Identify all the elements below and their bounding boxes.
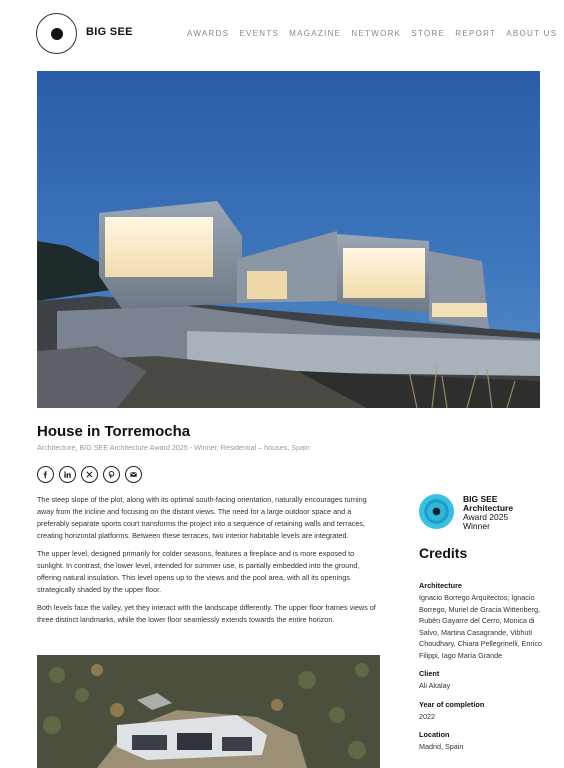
site-header — [0, 0, 564, 66]
credit-value-year: 2022 — [419, 711, 435, 721]
aerial-photo-graphic — [37, 655, 380, 768]
article-body — [37, 494, 383, 632]
logo-dot — [51, 28, 63, 40]
credit-value-location: Madrid, Spain — [419, 742, 464, 751]
share-bar — [37, 466, 147, 483]
credit-label-location: Location — [419, 730, 450, 739]
email-icon[interactable] — [125, 466, 142, 483]
category-tags[interactable]: Architecture, BIG SEE Architecture Award 2025 - Winner, Residential – houses, Spain — [37, 443, 310, 452]
credit-label-client: Client — [419, 669, 440, 678]
main-nav — [187, 28, 564, 38]
credit-label-year: Year of completion — [419, 699, 485, 709]
award-disc-icon — [419, 494, 454, 529]
nav-network[interactable]: NETWORK — [351, 28, 402, 38]
award-text — [463, 495, 513, 531]
hero-image — [37, 71, 540, 408]
hero-photo — [37, 71, 540, 408]
nav-report[interactable]: REPORT — [455, 28, 497, 38]
award-line-1: BIG SEE — [463, 494, 498, 504]
award-line-2: Architecture — [463, 503, 514, 513]
award-line-3: Award 2025 — [463, 512, 509, 522]
credits-heading: Credits — [419, 545, 468, 561]
nav-magazine[interactable]: MAGAZINE — [289, 28, 342, 38]
paragraph: The steep slope of the plot, along with its optimal south-facing orientation, naturally encourages turning away from the incline and focusing on the distant views. The need for a large outdoor space and a preferably separate sports court transforms the project into a sequence of retaining walls and terraces, creating horizontal platforms. Between these terraces, two interior habitable levels are integrated. — [37, 495, 367, 540]
logo-icon[interactable] — [36, 13, 77, 54]
credit-label-architecture: Architecture — [419, 581, 462, 590]
credit-value-client: Ali Akalay — [419, 681, 451, 690]
site-name[interactable]: BIG SEE — [86, 26, 133, 38]
x-icon[interactable] — [81, 466, 98, 483]
linkedin-icon[interactable] — [59, 466, 76, 483]
credits-list — [419, 581, 547, 761]
pinterest-icon[interactable] — [103, 466, 120, 483]
aerial-photo — [37, 655, 380, 768]
nav-about-us[interactable]: ABOUT US — [506, 28, 558, 38]
nav-awards[interactable]: AWARDS — [187, 28, 230, 38]
credit-value-architecture: Ignacio Borrego Arquitectos; Ignacio Borrego, Muriel de Gracia Wittenberg, Rubén Gayarre del Cerro, Monica di Salvo, Martina Casagrande, Vibhuti Choudhary, Chiara Pellegrinelli, Enrico Filippi, Iago María Grande — [419, 593, 542, 660]
award-line-4: Winner — [463, 521, 490, 531]
nav-store[interactable]: STORE — [411, 28, 446, 38]
nav-events[interactable]: EVENTS — [239, 28, 280, 38]
paragraph: The upper level, designed primarily for colder seasons, features a fireplace and is more exposed to sunlight. In contrast, the lower level, intended for summer use, is partially embedded into the ground, offering natural insulation. This level opens up to the views and the pool area, with all its openings strategically shaded by the upper floor. — [37, 549, 360, 594]
facebook-icon[interactable] — [37, 466, 54, 483]
page-title: House in Torremocha — [37, 423, 191, 440]
paragraph: Both levels face the valley, yet they interact with the landscape differently. The upper floor frames views of three distinct landmarks, while the lower floor seamlessly extends towards the entire horizon. — [37, 603, 376, 624]
